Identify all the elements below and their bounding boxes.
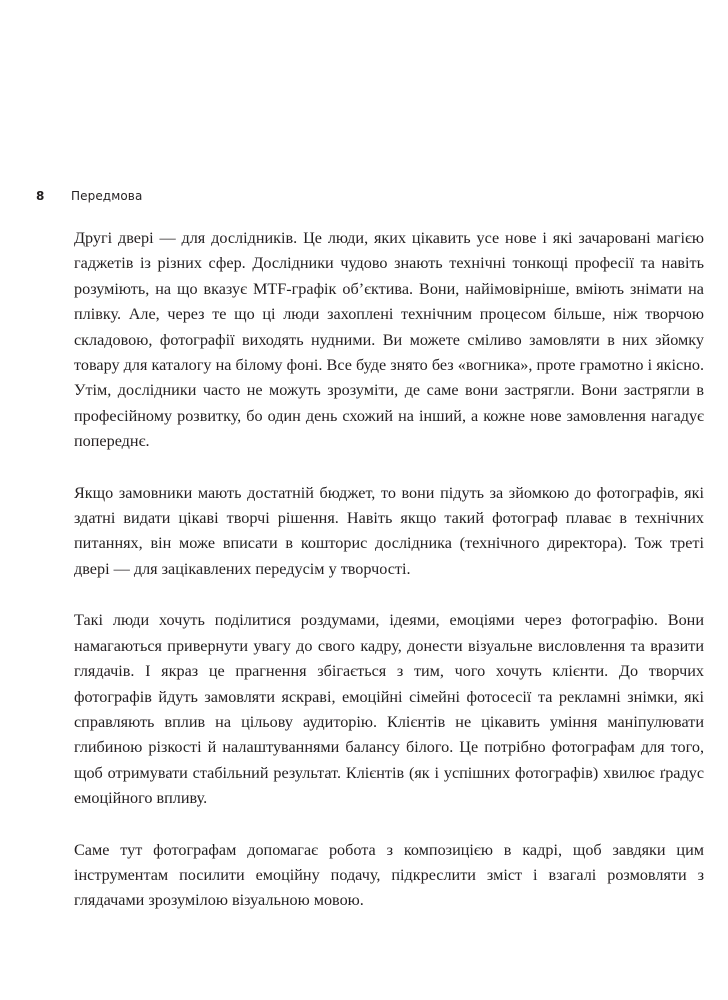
running-header (36, 189, 142, 203)
paragraph: Такі люди хочуть поділитися роздумами, ідеями, емоціями через фотографію. Вони намагаються привернути увагу до свого кадру, донести візуальне висловлення та вразити глядачів. І якраз це прагнення збігається з тим, чого хочуть клієнти. До творчих фотографів йдуть замовляти яскраві, емоційні сімейні фотосесії та рекламні знімки, які справляють вплив на цільову аудиторію. Клієнтів не цікавить уміння маніпулювати глибиною різкості й налаштуваннями балансу білого. Це потрібно фотографам для того, щоб отримувати стабільний результат. Клієнтів (як і успішних фотографів) хвилює ґрадус емоційного впливу. (74, 611, 704, 808)
section-title: Передмова (71, 189, 143, 203)
page-number: 8 (36, 189, 45, 203)
paragraph: Якщо замовники мають достатній бюджет, то вони підуть за зйомкою до фотографів, які здатні видати цікаві творчі рішення. Навіть якщо такий фотограф плаває в технічних питаннях, він може вписати в кошторис дослідника (технічного директора). Тож треті двері — для зацікавлених передусім у творчості. (74, 483, 704, 578)
paragraph: Другі двері — для дослідників. Це люди, яких цікавить усе нове і які зачаровані магією гаджетів із різних сфер. Дослідники чудово знають технічні тонкощі професії та навіть розуміють, на що вказує MTF-графік об’єктива. Вони, найімовірніше, вміють знімати на плівку. Але, через те що ці люди захоплені технічним процесом більше, ніж творчою складовою, фотографії виходять нудними. Ви можете сміливо замовляти в них зйомку товару для каталогу на білому фоні. Все буде знято без «вогника», проте грамотно і якісно. Утім, дослідники часто не можуть зрозуміти, де саме вони застрягли. Вони застрягли в професійному розвитку, бо один день схожий на інший, а кожне нове замовлення нагадує попереднє. (74, 229, 704, 451)
paragraph: Саме тут фотографам допомагає робота з композицією в кадрі, щоб завдяки цим інструментам посилити емоційну подачу, підкреслити зміст і взагалі розмовляти з глядачами зрозумілою візуальною мовою. (74, 840, 704, 910)
body-text (74, 226, 704, 940)
